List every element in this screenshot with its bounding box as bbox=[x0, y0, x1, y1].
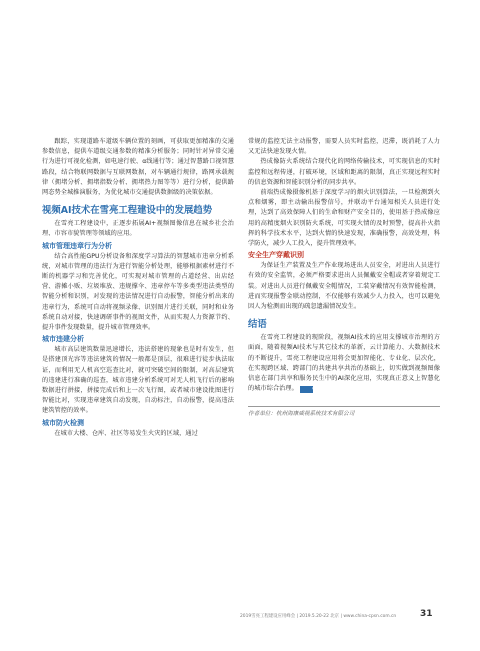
conclusion-text: 在雪亮工程建设的现阶段，视频AI技术的应用支撑城市治理的方面面，随着视频AI技术与其它技术的革新，云计算能力、大数据技术的不断提升，雪亮工程建设应用将会更加智能化、专业化、层次化，在实现跨区域、跨部门的共建共享共治的基础上，切实做到视频图像信息在部门共享和服务民生中的AI深化应用，实现真正意义上智慧化的城市综合治理。 bbox=[248, 334, 440, 393]
subtitle-safety-wear: 安全生产穿戴识别 bbox=[248, 251, 304, 260]
right-paragraph-1: 常规的监控无法主动报警，需要人员实时监控，迟滞，既消耗了人力又无法快速发现火情。 bbox=[248, 138, 440, 156]
right-paragraph-5 bbox=[248, 333, 440, 394]
author-affiliation: 作者单位：杭州海康威视系统技术有限公司 bbox=[248, 411, 355, 418]
left-paragraph-2: 在雪亮工程建设中，正逐步拓展AI+视频图像信息在城乡社会治理、市容市貌管理等领域的应用。 bbox=[42, 220, 234, 238]
page-footer: 2019雪亮工程建设应用峰会 | 2019.5.20-22 北京 | www.china-cpsn.com.cn bbox=[240, 614, 397, 619]
subtitle-fire-detection: 城市防火检测 bbox=[42, 418, 84, 427]
left-paragraph-3: 结合高性能GPU分析设备和深度学习算法的智慧城市违章分析系统，对城市管理的违法行为进行智能分析处理，能够根据素材进行不断的机器学习和完善优化，可实现对城市管理的占道经营、出店经营、游摊小贩、垃圾堆放、违规撑伞、违章停车等多类型违法类型的智能分析和识别，对发现的违法情况进行自动报警，智能分析出来的违章行为，系统可自动将视频录像、识别图片进行关联，同时和业务系统自动对接，快速调研事件的视图文件，从而实现人力资源节约、提升事件发现数量，提升城市管理效率。 bbox=[42, 252, 234, 332]
left-paragraph-5: 在城市大楼、仓库、社区等易发生火灾的区域，通过 bbox=[54, 429, 198, 437]
section-title-conclusion: 结语 bbox=[248, 319, 267, 331]
subtitle-illegal-construction: 城市违建分析 bbox=[42, 335, 84, 344]
cps-logo-icon: CPS bbox=[300, 386, 313, 393]
subtitle-violation-analysis: 城市管理违章行为分析 bbox=[42, 241, 112, 250]
left-column bbox=[42, 137, 234, 439]
page-number: 31 bbox=[420, 609, 433, 619]
right-column bbox=[248, 137, 440, 419]
right-paragraph-2: 热成像防火系统结合现代化的网络传输技术，可实现信息的实时监控和远程传递，打破环境，区域和距离的限制，真正实现远程实时的信息资源和智能识别分析的同步共享。 bbox=[248, 158, 440, 186]
section-title-trends: 视频AI技术在雪亮工程建设中的发展趋势 bbox=[42, 205, 213, 217]
left-paragraph-4: 城市高层建筑数量迅速增长，违法搭建的现象也是时有发生，但是搭建顶光容等违法建筑的情况一般都是顶层，很难进行徒步执法取证，而利用无人机高空巡查比对，就可突破空间的限制，对高层建筑的违建进行准确的巡查，城市违建分析系统可对无人机飞行后的影响数据进行拼接，拼接完成后和上一次飞行图，或者城市建设批图进行智能比对，实现违章建筑自动发现，自动标注，自动报警，提高违法建筑管控的效率。 bbox=[42, 346, 234, 415]
left-paragraph-1: 跟踪，实现道路车道级车辆位置的刻画，可获取更加精准的交通参数信息，提供车道级交通参数的精准分析服务；同时针对异常交通行为进行可视化检测，如电速行驶、α线通行等；通过智慧路口视智慧路段，结合物联网数据与互联网数据，对车辆通行规律，路网承载规律（拥堵分析、拥堵指数分析、拥堵热力图等等）进行分析，提供路网态势全城推演服务，为优化城市交通提供数据级的决策依据。 bbox=[42, 138, 234, 197]
author-divider bbox=[248, 406, 440, 407]
right-paragraph-3: 前端热成像摄像机基于深度学习的烟火识别算法，一旦检测到火点和烟雾，即主动输出报警信号，并联动平台通知相关人员进行处理，达到了高效保障人们的生命和财产安全目的，使用基于热成像应用的高精度烟火识别防火系统，可实现火情的及时预警，提高扑火指挥的科学技术水平，达到火情的快速发现，准确报警，高效处理，科学防火，减少人工投入，提升管理效率。 bbox=[248, 189, 440, 248]
right-paragraph-4: 为保证生产装置及生产作业现场进出人员安全，对进出人员进行有效的安全监管，必须严格要求进出人员佩戴安全帽或者穿着规定工装。对进出人员进行佩戴安全帽情况，工装穿戴情况有效智能检测，进而实现报警金联动控制，不仅能够有效减少人力投入，也可以避免因人为检测而出现的疏忽遗漏情况发生。 bbox=[248, 262, 440, 311]
